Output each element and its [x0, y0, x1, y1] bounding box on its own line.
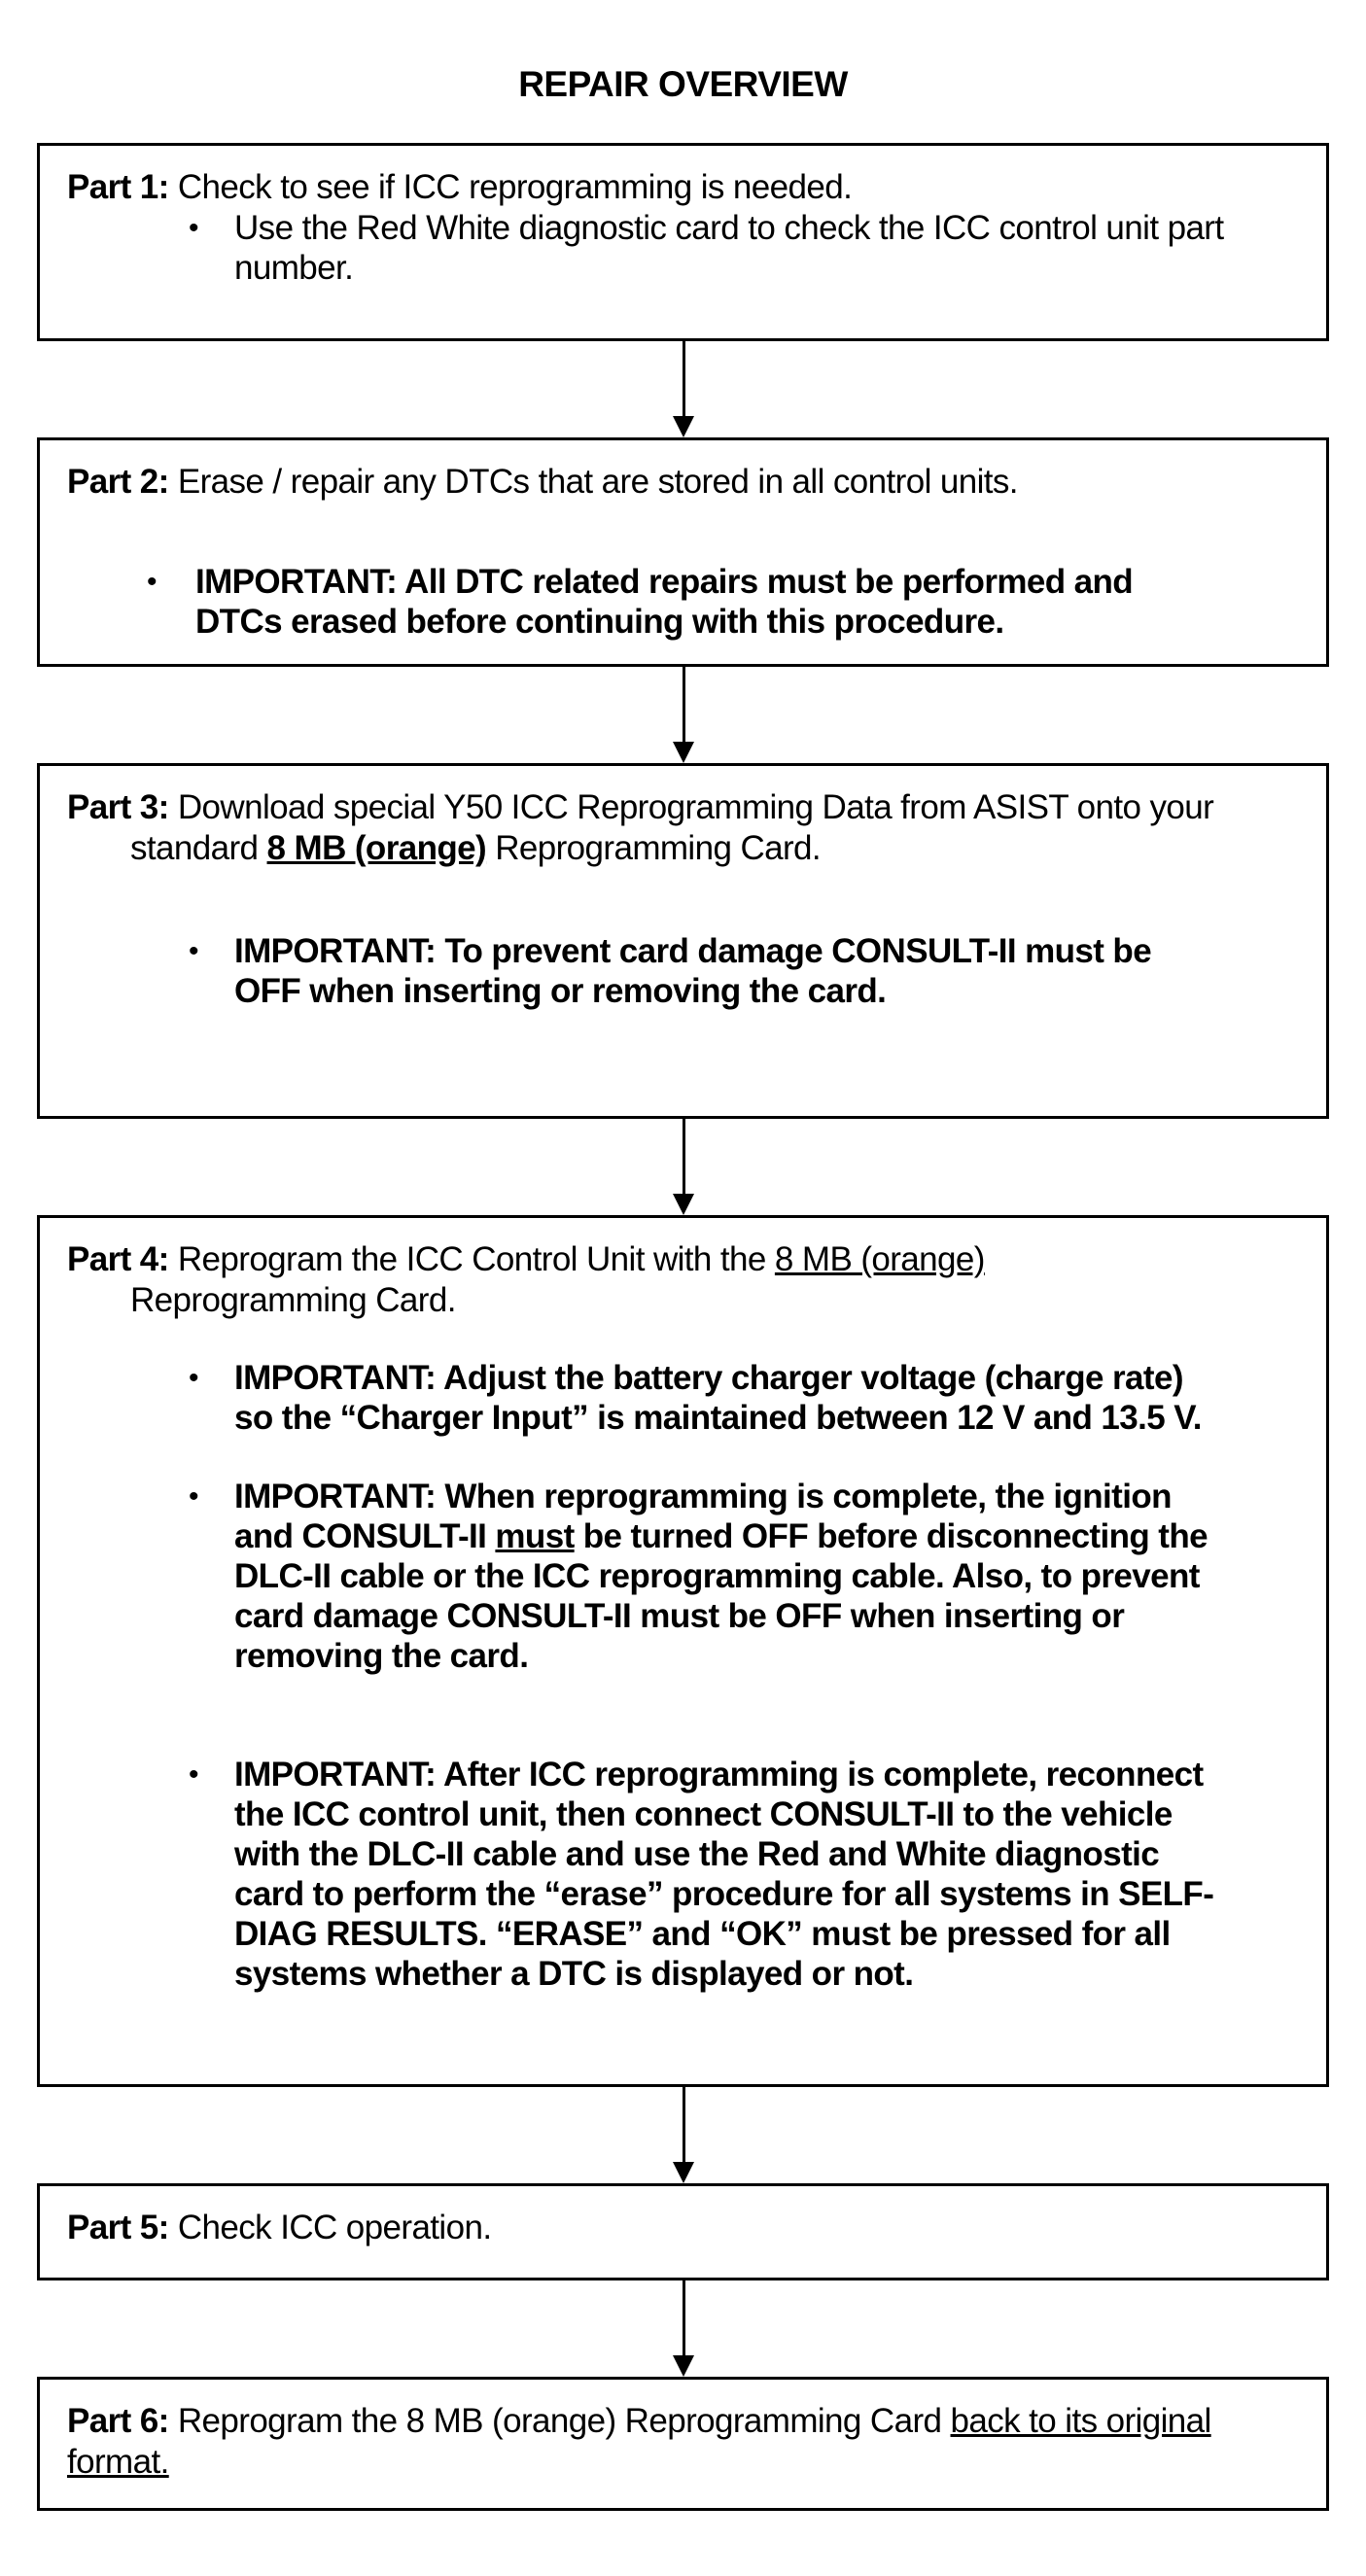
part-4-card-name: 8 MB (orange)	[774, 1240, 985, 1278]
part-2-bullet-line: IMPORTANT: All DTC related repairs must be performed and	[195, 563, 1134, 601]
part-3-label: Part 3:	[67, 788, 169, 826]
part-4-bullet-3-line: IMPORTANT: After ICC reprogramming is complete, reconnect	[234, 1756, 1204, 1793]
part-2-box	[37, 437, 1329, 667]
bullet-icon: •	[189, 1362, 199, 1394]
part-4-text-pre: Reprogram the ICC Control Unit with the	[177, 1240, 775, 1278]
bullet-icon: •	[189, 1480, 199, 1513]
part-3-box	[37, 763, 1329, 1119]
arrowhead-icon	[673, 742, 694, 763]
arrowhead-icon	[673, 416, 694, 437]
part-4-bullet-3-line: DIAG RESULTS. “ERASE” and “OK” must be pressed for all	[234, 1915, 1171, 1953]
arrowhead-icon	[673, 2355, 694, 2377]
bullet-icon: •	[189, 935, 199, 967]
part-6-box	[37, 2377, 1329, 2511]
part-2-text: Erase / repair any DTCs that are stored in all control units.	[177, 463, 1018, 501]
part-4-bullet-2-must: must	[495, 1517, 575, 1555]
flow-arrow	[683, 341, 685, 419]
part-4-label: Part 4:	[67, 1240, 169, 1278]
part-4-bullet-2-line: DLC-II cable or the ICC reprogramming cable. Also, to prevent	[234, 1557, 1200, 1595]
part-4-bullet-1-line: IMPORTANT: Adjust the battery charger voltage (charge rate)	[234, 1359, 1183, 1397]
part-4-bullet-2-line: removing the card.	[234, 1637, 529, 1675]
part-4-bullet-2-line2-post: be turned OFF before disconnecting the	[574, 1517, 1208, 1555]
part-1-text: Check to see if ICC reprogramming is needed.	[177, 168, 853, 206]
flow-arrow	[683, 2280, 685, 2358]
part-3-text: Download special Y50 ICC Reprogramming Data from ASIST onto your	[177, 788, 1214, 826]
part-5-label: Part 5:	[67, 2209, 169, 2246]
part-4-box	[37, 1215, 1329, 2087]
part-5-box	[37, 2183, 1329, 2280]
part-3-line2-pre: standard	[130, 829, 267, 867]
part-6-label: Part 6:	[67, 2402, 169, 2440]
part-3-card-name: 8 MB (orange)	[266, 829, 487, 867]
part-1-bullet-line: number.	[234, 249, 354, 287]
part-6-text-pre: Reprogram the 8 MB (orange) Reprogramming Card	[177, 2402, 951, 2440]
part-4-bullet-2-line: IMPORTANT: When reprogramming is complete, the ignition	[234, 1478, 1172, 1515]
part-4-bullet-3-line: systems whether a DTC is displayed or not.	[234, 1955, 914, 1993]
part-6-text-underlined: back to its original	[950, 2402, 1211, 2440]
arrowhead-icon	[673, 1194, 694, 1215]
flow-arrow	[683, 667, 685, 745]
part-2-label: Part 2:	[67, 463, 169, 501]
page-title: REPAIR OVERVIEW	[518, 64, 848, 104]
part-4-bullet-3-line: card to perform the “erase” procedure for all systems in SELF-	[234, 1875, 1214, 1913]
part-5-text: Check ICC operation.	[177, 2209, 492, 2246]
flow-arrow	[683, 2087, 685, 2165]
bullet-icon: •	[189, 212, 199, 244]
arrowhead-icon	[673, 2162, 694, 2183]
part-1-box	[37, 143, 1329, 341]
part-4-bullet-3-line: with the DLC-II cable and use the Red and White diagnostic	[234, 1835, 1160, 1873]
part-4-bullet-1-line: so the “Charger Input” is maintained between 12 V and 13.5 V.	[234, 1399, 1202, 1437]
bullet-icon: •	[189, 1758, 199, 1791]
part-3-bullet-line: OFF when inserting or removing the card.	[234, 972, 887, 1010]
part-4-bullet-3-line: the ICC control unit, then connect CONSULT-II to the vehicle	[234, 1795, 1173, 1833]
part-2-bullet-line: DTCs erased before continuing with this procedure.	[195, 603, 1004, 641]
part-3-line2-post: Reprogramming Card.	[486, 829, 822, 867]
part-4-bullet-2-line: card damage CONSULT-II must be OFF when inserting or	[234, 1597, 1125, 1635]
part-6-line2: format.	[67, 2443, 169, 2481]
part-1-bullet-line: Use the Red White diagnostic card to check the ICC control unit part	[234, 209, 1224, 247]
bullet-icon: •	[147, 566, 158, 598]
flow-arrow	[683, 1119, 685, 1197]
part-3-bullet-line: IMPORTANT: To prevent card damage CONSULT-II must be	[234, 932, 1152, 970]
part-4-bullet-2-line2-pre: and CONSULT-II	[234, 1517, 496, 1555]
part-4-line2: Reprogramming Card.	[130, 1281, 456, 1319]
part-1-label: Part 1:	[67, 168, 169, 206]
